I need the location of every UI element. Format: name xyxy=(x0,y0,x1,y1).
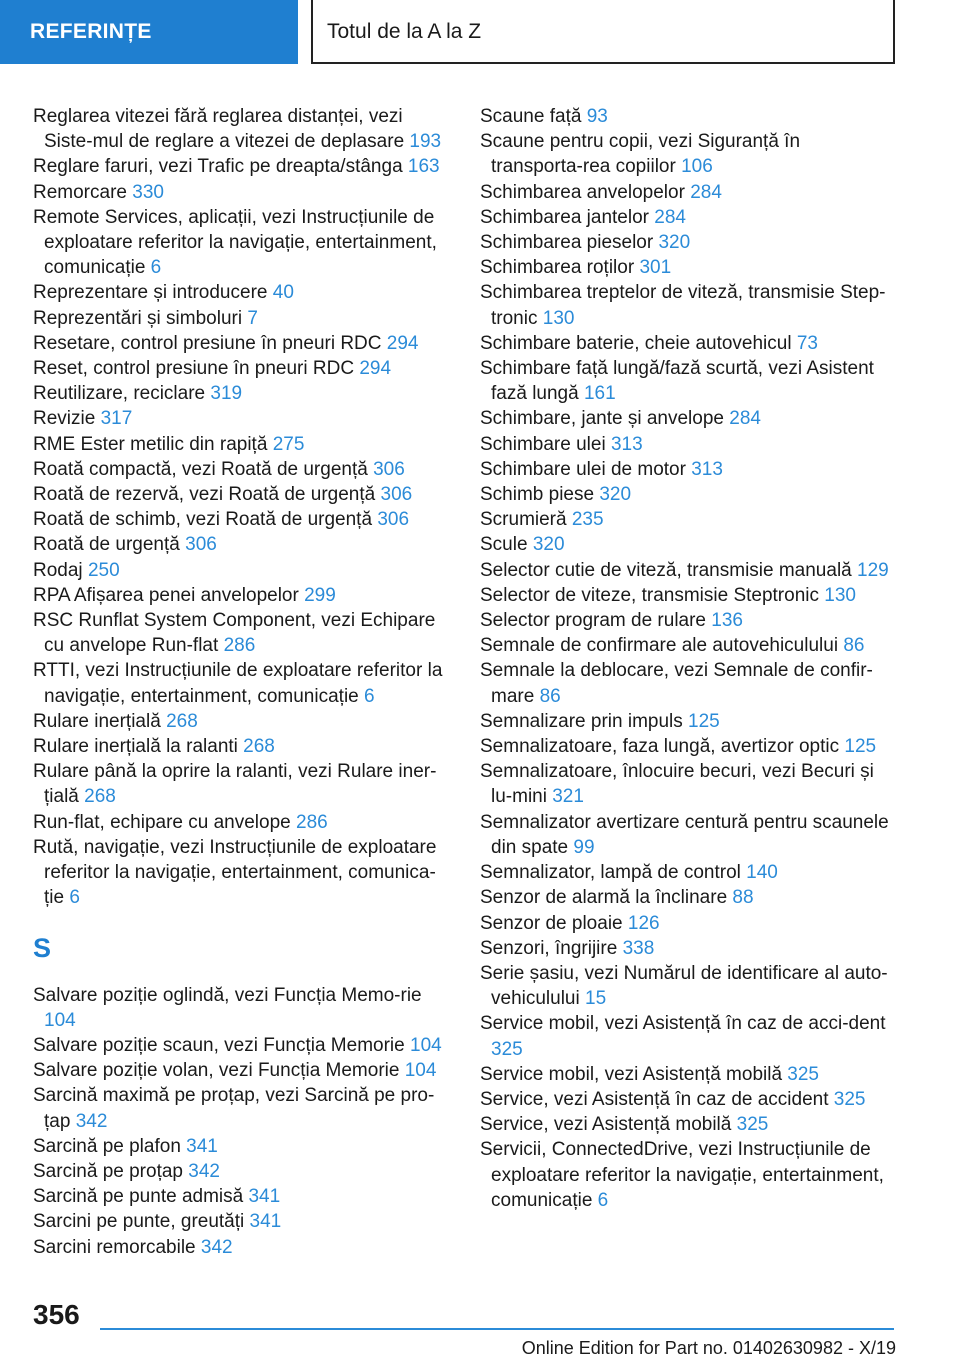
entry-text: Schimbarea roților xyxy=(480,257,635,279)
page-link[interactable]: 6 xyxy=(69,887,80,909)
entry-text: Schimbarea treptelor de viteză, transmisie Step-tronic xyxy=(480,282,886,329)
index-entry xyxy=(480,1011,896,1061)
page-link[interactable]: 341 xyxy=(248,1186,281,1208)
page-link[interactable]: 306 xyxy=(380,484,413,506)
index-entry xyxy=(33,835,449,911)
page-link[interactable]: 275 xyxy=(272,433,305,455)
page-link[interactable]: 294 xyxy=(359,358,392,380)
page-link[interactable]: 6 xyxy=(150,257,162,279)
entry-text: Run-flat, echipare cu anvelope xyxy=(33,811,291,833)
entry-text: Reprezentare și introducere xyxy=(33,282,268,304)
entry-text: Service mobil, vezi Asistență mobilă xyxy=(480,1063,783,1085)
entry-text: Rulare inerțială la ralanti xyxy=(33,736,238,758)
index-entry xyxy=(33,1033,449,1058)
index-entry xyxy=(33,331,449,356)
index-entry xyxy=(480,180,896,205)
page-link[interactable]: 268 xyxy=(243,736,275,758)
index-entry xyxy=(480,331,896,356)
index-entry xyxy=(480,608,896,633)
index-entry xyxy=(480,457,896,482)
entry-text: Salvare poziție volan, vezi Funcția Memorie xyxy=(33,1060,400,1082)
index-entry xyxy=(480,406,896,431)
section-tab: REFERINȚE xyxy=(0,0,298,64)
entry-text: RPA Afișarea penei anvelopelor xyxy=(33,584,299,606)
page-link[interactable]: 99 xyxy=(573,836,595,858)
entry-text: Reutilizare, reciclare xyxy=(33,383,206,405)
index-entry xyxy=(33,583,449,608)
entry-text: Rodaj xyxy=(33,559,83,581)
page-link[interactable]: 125 xyxy=(844,736,877,758)
page-link[interactable]: 86 xyxy=(539,685,561,707)
page-link[interactable]: 163 xyxy=(407,156,440,178)
page-link[interactable]: 299 xyxy=(304,584,336,606)
index-entry xyxy=(33,810,449,835)
index-entry xyxy=(480,911,896,936)
entry-text: Schimbarea jantelor xyxy=(480,206,649,228)
index-entry xyxy=(480,532,896,557)
page-link[interactable]: 320 xyxy=(532,534,565,556)
entry-text: Sarcini remorcabile xyxy=(33,1236,196,1258)
page-link[interactable]: 104 xyxy=(404,1060,437,1082)
index-entry xyxy=(480,507,896,532)
index-entry xyxy=(480,885,896,910)
entry-text: Reset, control presiune în pneuri RDC xyxy=(33,358,355,380)
page-link[interactable]: 313 xyxy=(610,433,643,455)
index-entry xyxy=(480,1137,896,1213)
index-entry xyxy=(480,432,896,457)
entry-text: Resetare, control presiune în pneuri RDC xyxy=(33,332,382,354)
entry-text: Salvare poziție scaun, vezi Funcția Memorie xyxy=(33,1034,405,1056)
letter-heading: S xyxy=(33,932,52,963)
page-link[interactable]: 341 xyxy=(249,1211,282,1233)
entry-text: Rulare inerțială xyxy=(33,710,161,732)
page-link[interactable]: 104 xyxy=(44,1009,76,1031)
entry-text: Schimbarea anvelopelor xyxy=(480,181,685,203)
index-entry xyxy=(33,1184,449,1209)
index-entry xyxy=(33,507,449,532)
page-link[interactable]: 250 xyxy=(87,559,120,581)
page-link[interactable]: 306 xyxy=(185,534,217,556)
page-link[interactable]: 136 xyxy=(711,610,743,632)
page-link[interactable]: 325 xyxy=(833,1088,866,1110)
page-link[interactable]: 286 xyxy=(296,811,328,833)
page-link[interactable]: 284 xyxy=(654,206,686,228)
entry-text: Sarcină pe punte admisă xyxy=(33,1186,244,1208)
index-entry xyxy=(33,406,449,431)
index-entry xyxy=(33,1134,449,1159)
entry-text: Rulare până la oprire la ralanti, vezi Rulare iner-țială xyxy=(33,761,437,808)
entry-text: Schimbare, jante și anvelope xyxy=(480,408,724,430)
entry-text: Roată de rezervă, vezi Roată de urgență xyxy=(33,484,376,506)
entry-text: Senzor de ploaie xyxy=(480,912,623,934)
entry-text: Selector program de rulare xyxy=(480,610,706,632)
index-entry xyxy=(480,759,896,809)
entry-text: Revizie xyxy=(33,408,96,430)
page-link[interactable]: 130 xyxy=(824,584,856,606)
entry-text: Rută, navigație, vezi Instrucțiunile de exploatare referitor la navigație, entertainment, comunica-ție xyxy=(33,836,437,909)
index-entry xyxy=(33,457,449,482)
page-link[interactable]: 86 xyxy=(843,635,865,657)
page-link[interactable]: 294 xyxy=(386,332,419,354)
index-entry xyxy=(33,759,449,809)
index-entry xyxy=(33,983,449,1033)
index-entry xyxy=(33,1083,449,1133)
page-link[interactable]: 129 xyxy=(857,559,889,581)
page-link[interactable]: 306 xyxy=(377,509,410,531)
index-entry xyxy=(33,1058,449,1083)
entry-text: Semnalizare prin impuls xyxy=(480,710,683,732)
index-entry xyxy=(33,1209,449,1234)
index-entry xyxy=(480,936,896,961)
index-column-right xyxy=(480,104,896,1213)
index-entry xyxy=(480,129,896,179)
entry-text: Schimbare ulei de motor xyxy=(480,458,686,480)
page-link[interactable]: 73 xyxy=(796,332,818,354)
page-link[interactable]: 321 xyxy=(552,786,584,808)
index-list-s-left xyxy=(33,983,449,1260)
entry-text: Senzori, îngrijire xyxy=(480,937,618,959)
entry-text: Reprezentări și simboluri xyxy=(33,307,243,329)
index-entry xyxy=(480,734,896,759)
page-link[interactable]: 125 xyxy=(688,710,720,732)
index-entry xyxy=(33,104,449,154)
index-entry xyxy=(33,709,449,734)
index-entry xyxy=(33,658,449,708)
page-link[interactable]: 88 xyxy=(732,887,754,909)
page-link[interactable]: 317 xyxy=(100,408,133,430)
page-link[interactable]: 342 xyxy=(200,1236,233,1258)
index-entry xyxy=(480,280,896,330)
entry-text: Schimbare baterie, cheie autovehicul xyxy=(480,332,792,354)
index-entry xyxy=(33,1159,449,1184)
page-link[interactable]: 338 xyxy=(622,937,655,959)
page-link[interactable]: 40 xyxy=(272,282,294,304)
page-link[interactable]: 284 xyxy=(690,181,722,203)
entry-text: Service, vezi Asistență mobilă xyxy=(480,1114,732,1136)
page-link[interactable]: 319 xyxy=(210,383,243,405)
page-link[interactable]: 320 xyxy=(658,232,691,254)
index-entry xyxy=(33,180,449,205)
entry-text: Semnale la deblocare, vezi Semnale de confir-mare xyxy=(480,660,873,707)
index-entry xyxy=(480,961,896,1011)
page-link[interactable]: 161 xyxy=(583,383,616,405)
page-link[interactable]: 341 xyxy=(186,1135,218,1157)
entry-text: Sarcini pe punte, greutăți xyxy=(33,1211,245,1233)
entry-text: Semnale de confirmare ale autovehiculului xyxy=(480,635,839,657)
entry-text: Roată compactă, vezi Roată de urgență xyxy=(33,458,368,480)
entry-text: Sarcină pe proțap xyxy=(33,1160,183,1182)
index-entry xyxy=(480,230,896,255)
page-link[interactable]: 268 xyxy=(84,786,116,808)
page-link[interactable]: 284 xyxy=(729,408,761,430)
index-entry xyxy=(480,658,896,708)
index-list-s-right xyxy=(480,104,896,1213)
page-link[interactable]: 325 xyxy=(736,1114,769,1136)
entry-text: Salvare poziție oglindă, vezi Funcția Memo-rie xyxy=(33,984,422,1006)
index-column-left xyxy=(33,104,449,1260)
page-link[interactable]: 330 xyxy=(132,181,164,203)
entry-text: Semnalizatoare, înlocuire becuri, vezi Becuri și lu-mini xyxy=(480,761,874,808)
page-link[interactable]: 325 xyxy=(787,1063,819,1085)
page-link[interactable]: 140 xyxy=(746,862,778,884)
index-entry xyxy=(33,381,449,406)
entry-text: Senzor de alarmă la înclinare xyxy=(480,887,728,909)
index-entry xyxy=(480,1062,896,1087)
page-link[interactable]: 286 xyxy=(223,635,256,657)
index-entry xyxy=(480,482,896,507)
index-entry xyxy=(480,255,896,280)
entry-text: Sarcină pe plafon xyxy=(33,1135,181,1157)
page-link[interactable]: 268 xyxy=(166,710,198,732)
entry-text: Service, vezi Asistență în caz de accident xyxy=(480,1088,829,1110)
entry-text: Scrumieră xyxy=(480,509,567,531)
entry-text: Schimb piese xyxy=(480,484,595,506)
entry-text: Sarcină maximă pe proțap, vezi Sarcină pe pro-țap xyxy=(33,1085,435,1132)
entry-text: Scaune pentru copii, vezi Siguranță în transporta-rea copiilor xyxy=(480,131,801,178)
page-link[interactable]: 93 xyxy=(586,106,608,127)
index-list-r xyxy=(33,104,449,911)
entry-text: RSC Runflat System Component, vezi Echipare cu anvelope Run-flat xyxy=(33,610,436,657)
entry-text: Schimbare ulei xyxy=(480,433,606,455)
index-entry xyxy=(480,860,896,885)
index-entry xyxy=(33,482,449,507)
index-entry xyxy=(33,205,449,281)
entry-text: Serie șasiu, vezi Numărul de identificare al auto-vehiculului xyxy=(480,962,888,1010)
page-link[interactable]: 7 xyxy=(247,307,258,329)
edition-footer: Online Edition for Part no. 01402630982 - X/19 xyxy=(521,1338,896,1358)
entry-text: Semnalizatoare, faza lungă, avertizor optic xyxy=(480,736,840,758)
page-link[interactable]: 104 xyxy=(410,1034,442,1056)
entry-text: Remote Services, aplicații, vezi Instrucțiunile de exploatare referitor la navigație, entertainment, comunicație xyxy=(33,206,437,279)
entry-text: Scaune față xyxy=(480,106,582,127)
page-link[interactable]: 193 xyxy=(409,131,442,153)
page-link[interactable]: 6 xyxy=(364,685,375,707)
page-link[interactable]: 313 xyxy=(691,458,723,480)
page-link[interactable]: 301 xyxy=(639,257,672,279)
entry-text: Roată de urgență xyxy=(33,534,180,556)
index-entry xyxy=(480,356,896,406)
index-entry xyxy=(480,104,896,129)
entry-text: Semnalizator, lampă de control xyxy=(480,862,741,884)
entry-text: Selector de viteze, transmisie Steptronic xyxy=(480,584,819,606)
index-entry xyxy=(33,608,449,658)
index-entry xyxy=(33,1235,449,1260)
page-link[interactable]: 342 xyxy=(75,1110,108,1132)
page-link[interactable]: 6 xyxy=(597,1189,609,1211)
page-link[interactable]: 106 xyxy=(681,156,713,178)
entry-text: Scule xyxy=(480,534,528,556)
index-entry xyxy=(480,1112,896,1137)
index-entry xyxy=(33,356,449,381)
page-link[interactable]: 235 xyxy=(571,509,604,531)
page-header xyxy=(0,0,960,66)
page-link[interactable]: 15 xyxy=(585,988,607,1010)
entry-text: RME Ester metilic din rapiță xyxy=(33,433,268,455)
entry-text: Schimbare față lungă/fază scurtă, vezi Asistent fază lungă xyxy=(480,358,874,405)
index-entry xyxy=(33,432,449,457)
chapter-title: Totul de la A la Z xyxy=(311,0,895,64)
index-entry xyxy=(33,734,449,759)
index-entry xyxy=(480,1087,896,1112)
entry-text: Servicii, ConnectedDrive, vezi Instrucțiunile de exploatare referitor la navigație, entertainment, comunicație xyxy=(480,1139,884,1211)
page-number: 356 xyxy=(33,1299,80,1330)
entry-text: Reglarea vitezei fără reglarea distanței, vezi Siste-mul de reglare a vitezei de deplasare xyxy=(33,106,405,153)
index-entry xyxy=(33,306,449,331)
index-entry xyxy=(33,280,449,305)
index-entry xyxy=(33,154,449,179)
footer-divider xyxy=(100,1328,894,1330)
page-link[interactable]: 306 xyxy=(373,458,405,480)
entry-text: Semnalizator avertizare centură pentru scaunele din spate xyxy=(480,811,889,858)
entry-text: Reglare faruri, vezi Trafic pe dreapta/stânga xyxy=(33,156,403,178)
index-entry xyxy=(480,205,896,230)
index-entry xyxy=(480,633,896,658)
index-entry xyxy=(480,810,896,860)
entry-text: Remorcare xyxy=(33,181,127,203)
page-link[interactable]: 342 xyxy=(188,1160,220,1182)
entry-text: Service mobil, vezi Asistență în caz de acci-dent xyxy=(480,1013,886,1035)
index-entry xyxy=(480,583,896,608)
page-link[interactable]: 126 xyxy=(627,912,660,934)
entry-text: Selector cutie de viteză, transmisie manuală xyxy=(480,559,852,581)
index-entry xyxy=(480,709,896,734)
page-link[interactable]: 130 xyxy=(542,307,575,329)
index-entry xyxy=(33,558,449,583)
page-link[interactable]: 320 xyxy=(599,484,632,506)
entry-text: RTTI, vezi Instrucțiunile de exploatare referitor la navigație, entertainment, comunicație xyxy=(33,660,443,707)
index-entry xyxy=(33,532,449,557)
entry-text: Roată de schimb, vezi Roată de urgență xyxy=(33,509,373,531)
entry-text: Schimbarea pieselor xyxy=(480,232,654,254)
page-link[interactable]: 325 xyxy=(491,1038,523,1060)
index-entry xyxy=(480,558,896,583)
